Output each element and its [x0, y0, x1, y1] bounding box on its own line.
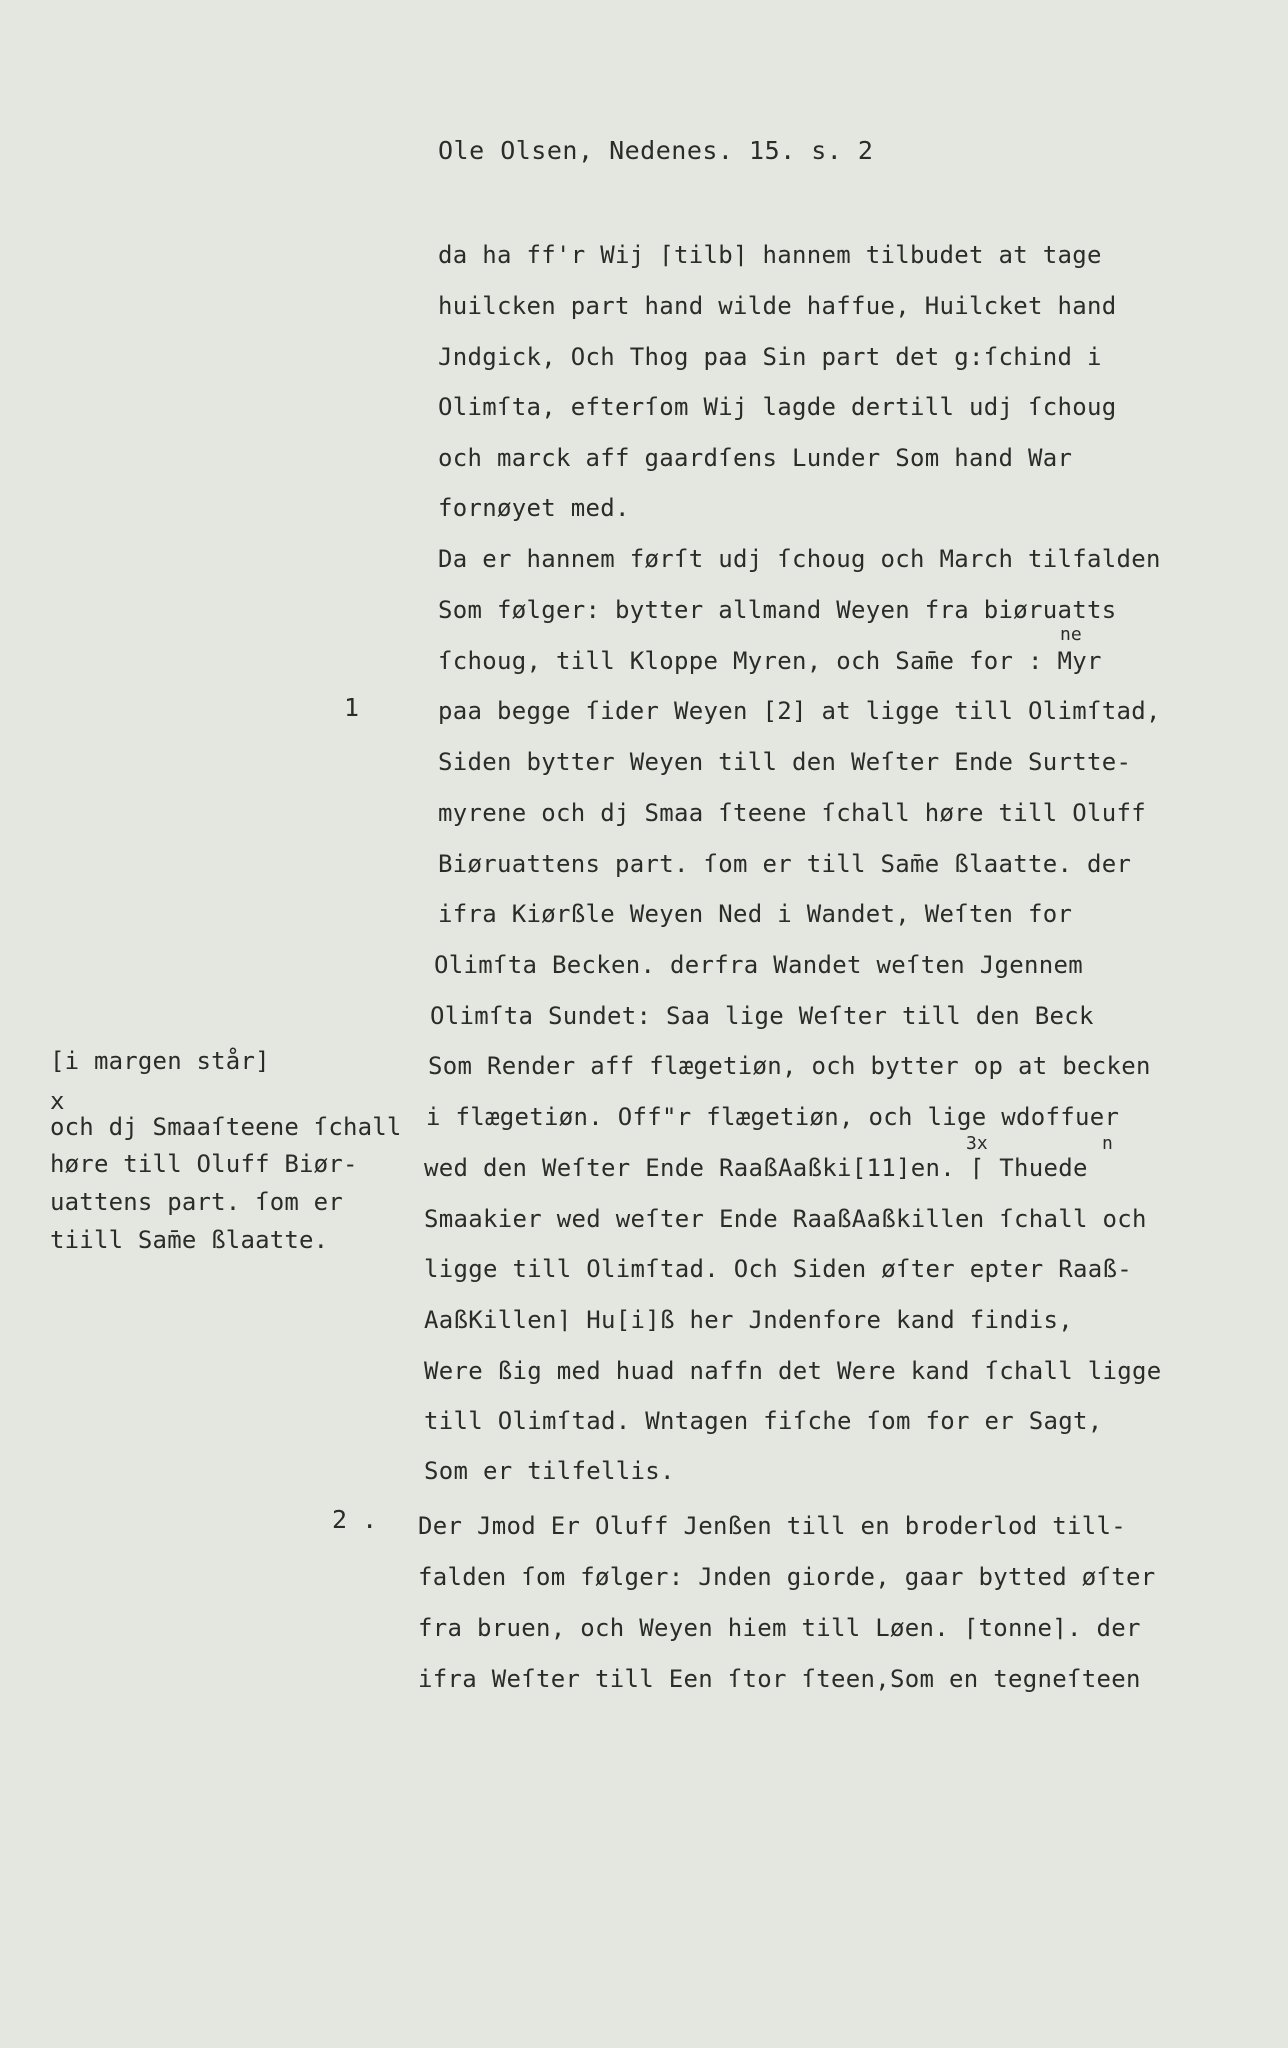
margin-line: høre till Oluff Biør-	[50, 1150, 358, 1178]
text-line: myrene och dj Smaa ſteene ſchall høre till Oluff	[438, 799, 1146, 827]
text-line: och marck aff gaardſens Lunder Som hand War	[438, 444, 1073, 472]
text-line: wed den Weſter Ende RaaßAaßki[11]en. ⌈ Thuede	[424, 1154, 1088, 1182]
text-line: i flægetiøn. Off"r flægetiøn, och lige wdoffuer	[426, 1103, 1120, 1131]
margin-line: tiill Sam̄e ßlaatte.	[50, 1226, 329, 1254]
text-line: fornøyet med.	[438, 494, 630, 522]
interlinear-annotation: ne	[1060, 624, 1082, 645]
text-line: huilcken part hand wilde haffue, Huilcket hand	[438, 292, 1117, 320]
margin-line: x	[50, 1087, 65, 1115]
interlinear-annotation: n	[1102, 1133, 1113, 1154]
text-line: ifra Weſter till Een ſtor ſteen,Som en tegneſteen	[418, 1665, 1141, 1693]
interlinear-annotation: 3x	[966, 1133, 988, 1154]
text-line: Were ßig med huad naffn det Were kand ſchall ligge	[424, 1357, 1162, 1385]
text-line: Jndgick, Och Thog paa Sin part det g:ſchind i	[438, 343, 1102, 371]
text-line: Olimſta Becken. derfra Wandet weſten Jgennem	[434, 951, 1083, 979]
text-line: Olimſta, efterſom Wij lagde dertill udj ſchoug	[438, 393, 1117, 421]
text-line: till Olimſtad. Wntagen fiſche ſom for er Sagt,	[424, 1407, 1103, 1435]
item-number: 1	[344, 693, 360, 722]
text-line: Siden bytter Weyen till den Weſter Ende Surtte-	[438, 748, 1132, 776]
text-line: Biøruattens part. ſom er till Sam̄e ßlaatte. der	[438, 850, 1132, 878]
text-line: fra bruen, och Weyen hiem till Løen. ⌈tonne⌉. der	[418, 1614, 1141, 1642]
text-line: ligge till Olimſtad. Och Siden øſter epter Raaß-	[424, 1255, 1132, 1283]
text-line: Som er tilfellis.	[424, 1457, 675, 1485]
margin-line: uattens part. ſom er	[50, 1188, 343, 1216]
text-line: ſchoug, till Kloppe Myren, och Sam̄e for : Myr	[438, 647, 1102, 675]
text-line: da ha ff'r Wij ⌈tilb⌉ hannem tilbudet at tage	[438, 241, 1102, 269]
text-line: paa begge ſider Weyen [2] at ligge till Olimſtad,	[438, 697, 1161, 725]
margin-line: [i margen står]	[50, 1047, 270, 1075]
text-line: Da er hannem førſt udj ſchoug och March tilfalden	[438, 545, 1161, 573]
text-line: AaßKillen⌉ Hu[i]ß her Jndenfore kand findis,	[424, 1306, 1073, 1334]
margin-line: och dj Smaaſteene ſchall	[50, 1113, 402, 1141]
text-line: ifra Kiørßle Weyen Ned i Wandet, Weſten for	[438, 900, 1073, 928]
text-line: Som Render aff flægetiøn, och bytter op at becken	[428, 1052, 1151, 1080]
text-line: Olimſta Sundet: Saa lige Weſter till den Beck	[430, 1002, 1094, 1030]
text-line: falden ſom følger: Jnden giorde, gaar bytted øſter	[418, 1563, 1156, 1591]
page-header: Ole Olsen, Nedenes. 15. s. 2	[438, 136, 874, 165]
text-line: Der Jmod Er Oluff Jenßen till en broderlod till-	[418, 1512, 1126, 1540]
item-number: 2 .	[332, 1505, 378, 1534]
text-line: Som følger: bytter allmand Weyen fra biøruatts	[438, 596, 1117, 624]
text-line: Smaakier wed weſter Ende RaaßAaßkillen ſchall och	[424, 1205, 1147, 1233]
